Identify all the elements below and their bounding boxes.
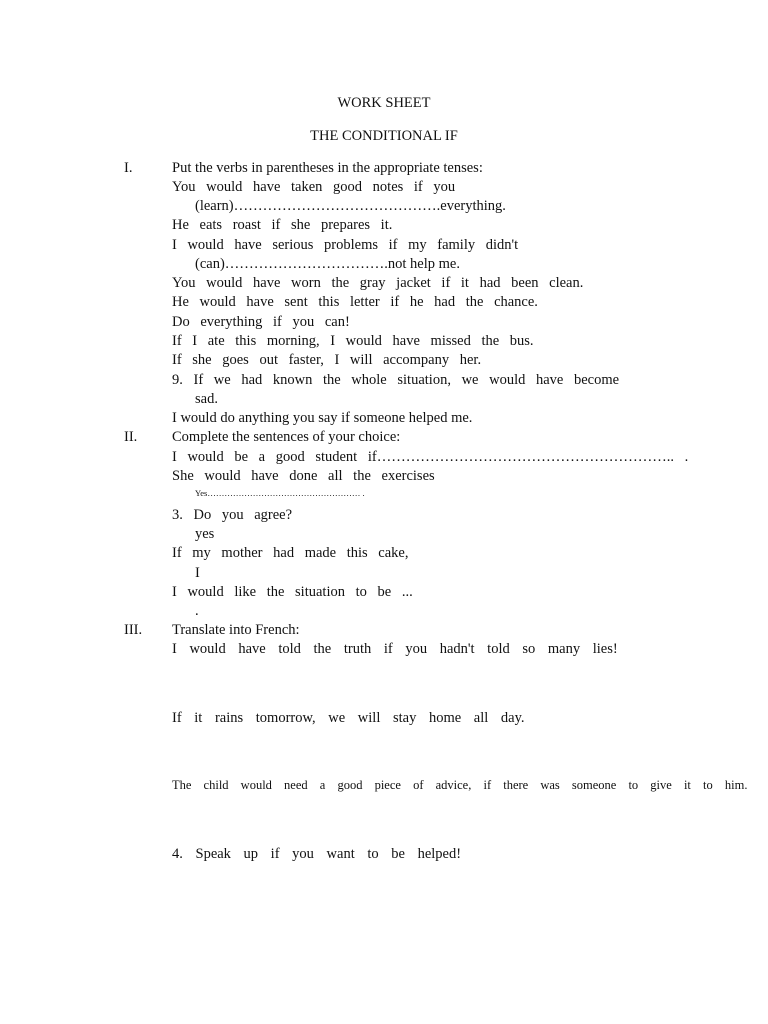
exercise-line: I would do anything you say if someone helped me.: [172, 410, 473, 426]
exercise-line: You would have worn the gray jacket if it had been clean.: [172, 275, 584, 291]
exercise-line: The child would need a good piece of advice, if there was someone to give it to him.: [172, 778, 748, 792]
exercise-line: If she goes out faster, I will accompany her.: [172, 352, 482, 368]
exercise-line: You would have taken good notes if you: [172, 179, 456, 195]
exercise-line: If it rains tomorrow, we will stay home all day.: [172, 710, 525, 726]
exercise-line: He eats roast if she prepares it.: [172, 217, 393, 233]
exercise-line: I would like the situation to be ...: [172, 584, 413, 600]
section-instruction-1: Put the verbs in parentheses in the appropriate tenses:: [172, 160, 483, 176]
exercise-line: 9. If we had known the whole situation, we would have become: [172, 372, 620, 388]
section-numeral-1: I.: [124, 160, 133, 176]
exercise-line: I would be a good student if…………………………………………………….. .: [172, 449, 689, 465]
section-numeral-3: III.: [124, 622, 143, 638]
section-instruction-2: Complete the sentences of your choice:: [172, 429, 401, 445]
exercise-line: I: [195, 565, 200, 581]
exercise-line: (can)…………………………….not help me.: [195, 256, 460, 272]
exercise-line: yes: [195, 526, 215, 542]
exercise-line: (learn)…………………………………….everything.: [195, 198, 506, 214]
exercise-line: I would have told the truth if you hadn't told so many lies!: [172, 641, 618, 657]
exercise-line: She would have done all the exercises: [172, 468, 435, 484]
worksheet-subtitle: THE CONDITIONAL IF: [310, 128, 458, 144]
section-instruction-3: Translate into French:: [172, 622, 300, 638]
section-numeral-2: II.: [124, 429, 138, 445]
exercise-line: 4. Speak up if you want to be helped!: [172, 846, 462, 862]
exercise-line: sad.: [195, 391, 218, 407]
exercise-line: If I ate this morning, I would have missed the bus.: [172, 333, 534, 349]
exercise-line: 3. Do you agree?: [172, 507, 293, 523]
exercise-line: .: [195, 603, 199, 619]
exercise-line: Do everything if you can!: [172, 314, 350, 330]
exercise-line: I would have serious problems if my family didn't: [172, 237, 519, 253]
exercise-line: If my mother had made this cake,: [172, 545, 409, 561]
worksheet-title: WORK SHEET: [337, 95, 431, 111]
exercise-line: Yes……………………………………………… .: [195, 488, 365, 498]
exercise-line: He would have sent this letter if he had the chance.: [172, 294, 538, 310]
